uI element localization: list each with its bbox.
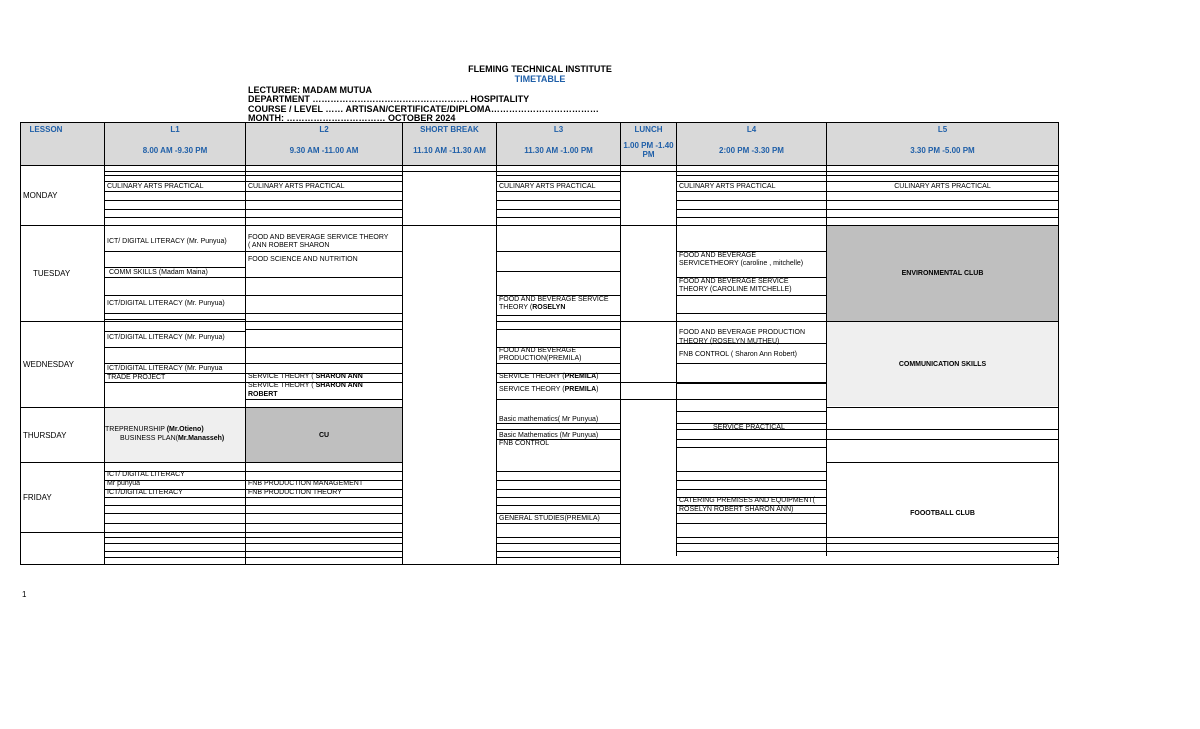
row-line	[677, 489, 826, 490]
monday-l1: CULINARY ARTS PRACTICAL	[107, 183, 204, 190]
thursday-l4: SERVICE PRACTICAL	[713, 424, 785, 431]
row-line	[677, 171, 826, 172]
wednesday-l2-b	[248, 382, 363, 391]
row-line	[497, 557, 620, 558]
row-line	[497, 217, 620, 218]
wednesday-l2-b-text: SERVICE THEORY (	[248, 382, 316, 389]
row-line	[246, 171, 402, 172]
thursday-l1-b-text: BUSINESS PLAN(	[120, 435, 178, 442]
row-line	[827, 171, 1058, 172]
l1-time: 8.00 AM -9.30 PM	[142, 146, 208, 155]
row-line	[246, 277, 402, 278]
row-line	[105, 363, 245, 364]
tuesday-l1-b: COMM SKILLS (Madam Maina)	[109, 269, 208, 276]
day-divider-1	[21, 225, 1058, 226]
tuesday-l4-a2: SERVICETHEORY (caroline , mitchelle)	[679, 260, 804, 267]
document-title: TIMETABLE	[514, 74, 566, 84]
row-line	[246, 295, 402, 296]
communication-skills-cell	[827, 322, 1058, 406]
row-line	[677, 313, 826, 314]
day-divider-3b	[826, 407, 1058, 408]
row-line	[105, 209, 245, 210]
row-line	[246, 537, 402, 538]
row-line	[677, 439, 1058, 440]
row-line	[497, 382, 827, 383]
thursday-l1-a	[105, 426, 204, 435]
row-line	[246, 557, 402, 558]
row-line	[105, 319, 245, 320]
wednesday-l4-a1: FOOD AND BEVERAGE PRODUCTION	[679, 329, 806, 336]
lesson-header: LESSON	[29, 125, 63, 134]
row-line	[105, 171, 245, 172]
row-line	[246, 209, 402, 210]
row-line	[246, 505, 402, 506]
monday-l5: CULINARY ARTS PRACTICAL	[894, 183, 991, 190]
wednesday-l2-b-bold: SHARON ANN	[315, 382, 363, 389]
thursday-l1-b-bold: Mr.Manasseh)	[177, 435, 225, 442]
row-line	[105, 200, 245, 201]
tuesday-l4-b1: FOOD AND BEVERAGE SERVICE	[679, 278, 789, 285]
row-line	[105, 513, 245, 514]
row-line	[246, 329, 402, 330]
tuesday-l2-a2: ( ANN ROBERT SHARON	[248, 242, 330, 249]
l2-time: 9.30 AM -11.00 AM	[289, 146, 359, 155]
wednesday-l2-a-bold: SHARON ANN	[315, 373, 363, 380]
row-line	[105, 181, 245, 182]
wednesday-l2-b2-bold: ROBERT	[248, 391, 278, 398]
cu-text: CU	[318, 431, 330, 439]
day-divider-5a	[21, 532, 402, 533]
timetable-grid	[20, 122, 1059, 565]
lecturer-line: LECTURER: MADAM MUTUA	[248, 85, 372, 95]
wednesday-l4-b: FNB CONTROL ( Sharon Ann Robert)	[679, 351, 798, 358]
friday-l1-a: ICT/ DIGITAL LITERACY	[107, 471, 185, 478]
football-club-text: FOOOTBALL CLUB	[910, 510, 975, 517]
tuesday-l3-a2	[499, 304, 565, 313]
row-line	[677, 181, 826, 182]
row-line	[497, 505, 620, 506]
row-line	[677, 217, 826, 218]
friday-l3: GENERAL STUDIES(PREMILA)	[499, 515, 600, 522]
thursday-l1-b	[120, 435, 224, 444]
row-line	[497, 209, 620, 210]
row-line	[246, 313, 402, 314]
row-line	[677, 551, 826, 552]
row-line	[105, 217, 245, 218]
row-line	[497, 171, 620, 172]
row-line	[677, 363, 826, 364]
thursday-l3-b: Basic Mathematics (Mr Punyua)	[499, 432, 599, 439]
tuesday-l3-a2-bold: ROSELYN	[532, 304, 566, 311]
tuesday-l2-a1: FOOD AND BEVERAGE SERVICE THEORY	[248, 234, 389, 241]
row-line	[105, 523, 245, 524]
tuesday-l1-a: ICT/ DIGITAL LITERACY (Mr. Punyua)	[107, 238, 227, 245]
wednesday-l3-b-end: )	[596, 373, 599, 380]
row-line	[827, 200, 1058, 201]
wednesday-l2-b2	[248, 391, 278, 400]
row-line	[497, 271, 620, 272]
thursday-l3-c: FNB CONTROL	[499, 440, 550, 447]
row-line	[827, 209, 1058, 210]
row-line	[677, 295, 826, 296]
row-line	[246, 523, 402, 524]
row-line	[677, 447, 826, 448]
day-monday: MONDAY	[23, 191, 58, 200]
month-line: MONTH: …………………………… OCTOBER 2024	[248, 113, 456, 123]
friday-l2-b: FNB PRODUCTION THEORY	[248, 489, 342, 496]
row-line	[677, 209, 826, 210]
friday-l2-a: FNB PRODUCTION MANAGEMENT	[248, 480, 364, 487]
wednesday-l3-b-text: SERVICE THEORY (	[499, 373, 565, 380]
row-line	[497, 471, 620, 472]
row-line	[105, 347, 245, 348]
tuesday-l3-a1: FOOD AND BEVERAGE SERVICE	[499, 296, 609, 303]
tuesday-l3-a2-text: THEORY (	[499, 304, 533, 311]
course-line: COURSE / LEVEL …… ARTISAN/CERTIFICATE/DIPLOMA………………………………	[248, 104, 599, 114]
wednesday-l4-a2: THEORY (ROSELYN MUTHEU)	[679, 338, 780, 345]
row-line	[497, 480, 620, 481]
row-line	[105, 295, 245, 296]
day-divider-4b	[826, 462, 1058, 463]
friday-l1-c: ICT/DIGITAL LITERACY	[107, 489, 183, 496]
short-break-header: SHORT BREAK	[420, 125, 479, 134]
short-break-time: 11.10 AM -11.30 AM	[413, 146, 486, 155]
row-line	[677, 523, 826, 524]
row-line	[497, 251, 620, 252]
wednesday-l2-a	[248, 373, 363, 382]
wednesday-l3-b-bold: PREMILA	[564, 373, 597, 380]
row-line	[105, 537, 245, 538]
row-line	[827, 537, 1058, 538]
row-line	[497, 551, 620, 552]
wednesday-l3-b	[499, 373, 598, 382]
day-divider-2b	[496, 321, 1058, 322]
row-line	[677, 175, 826, 176]
row-line	[246, 471, 402, 472]
wednesday-l3-c	[499, 386, 598, 395]
row-line	[246, 251, 402, 252]
row-line	[105, 175, 245, 176]
lower-blank	[621, 556, 1057, 564]
institute-name: FLEMING TECHNICAL INSTITUTE	[468, 64, 612, 74]
communication-skills-text: COMMUNICATION SKILLS	[898, 360, 987, 368]
thursday-l3-a: Basic mathematics( Mr Punyua)	[499, 416, 599, 423]
l4-time: 2:00 PM -3.30 PM	[719, 146, 784, 155]
tuesday-l1-c: ICT/DIGITAL LITERACY (Mr. Punyua)	[107, 300, 225, 307]
row-line	[497, 429, 620, 430]
row-line	[827, 551, 1058, 552]
day-divider-4a	[21, 462, 402, 463]
l5-time: 3.30 PM -5.00 PM	[910, 146, 975, 155]
row-line	[105, 313, 245, 314]
row-line	[105, 543, 245, 544]
friday-l4-a2: ROSELYN ROBERT SHARON ANN)	[679, 506, 794, 513]
department-line: DEPARTMENT ……………………………………………. HOSPITALITY	[248, 94, 530, 104]
environmental-club-cell	[827, 225, 1058, 321]
row-line	[497, 543, 620, 544]
row-line	[246, 347, 402, 348]
row-line	[827, 175, 1058, 176]
row-line	[827, 543, 1058, 544]
row-line	[105, 551, 245, 552]
page-number: 1	[22, 590, 27, 599]
row-line	[497, 497, 620, 498]
wednesday-l1-a: ICT/DIGITAL LITERACY (Mr. Punyua)	[107, 334, 225, 341]
row-line	[677, 537, 826, 538]
col-divider-l3	[620, 123, 621, 564]
row-line	[246, 200, 402, 201]
row-line	[677, 543, 826, 544]
row-line	[677, 411, 826, 412]
row-line	[105, 331, 245, 332]
row-line	[246, 181, 402, 182]
thursday-l1-a-bold: (Mr.Otieno)	[166, 426, 204, 433]
row-line	[497, 329, 620, 330]
monday-l4: CULINARY ARTS PRACTICAL	[679, 183, 776, 190]
row-line	[677, 383, 826, 384]
wednesday-l3-c-bold: PREMILA	[564, 386, 597, 393]
l4-header: L4	[746, 125, 757, 134]
row-line	[246, 513, 402, 514]
row-line	[246, 217, 402, 218]
lunch-header: LUNCH	[634, 125, 663, 134]
lunch-time: 1.00 PM -1.40 PM	[623, 141, 674, 159]
row-line	[246, 551, 402, 552]
row-line	[497, 399, 827, 400]
row-line	[677, 200, 826, 201]
day-friday: FRIDAY	[23, 493, 52, 502]
row-line	[497, 537, 620, 538]
row-line	[497, 175, 620, 176]
row-line	[621, 171, 676, 172]
thursday-l1-a-text: TREPRENURSHIP	[105, 426, 167, 433]
day-wednesday: WEDNESDAY	[23, 360, 74, 369]
row-line	[105, 557, 245, 558]
day-divider-2a	[21, 321, 402, 322]
environmental-club-text: ENVIRONMENTAL CLUB	[901, 269, 984, 277]
monday-l3: CULINARY ARTS PRACTICAL	[499, 183, 596, 190]
row-line	[497, 489, 620, 490]
tuesday-l2-b: FOOD SCIENCE AND NUTRITION	[248, 256, 358, 263]
cu-cell	[246, 408, 402, 462]
row-line	[497, 315, 620, 316]
wednesday-l1-c: TRADE PROJECT	[107, 374, 166, 381]
friday-l4-a1: CATERING PREMISES AND EQUIPMENT(	[679, 497, 815, 504]
row-line	[403, 171, 496, 172]
l2-header: L2	[319, 125, 329, 134]
row-line	[246, 175, 402, 176]
wednesday-l3-c-end: )	[596, 386, 599, 393]
row-line	[105, 267, 245, 268]
tuesday-l4-b2: THEORY (CAROLINE MITCHELLE)	[679, 286, 792, 293]
l3-time: 11.30 AM -1.00 PM	[524, 146, 593, 155]
monday-l2: CULINARY ARTS PRACTICAL	[248, 183, 345, 190]
wednesday-l3-a1: FOOD AND BEVERAGE	[499, 347, 577, 354]
row-line	[677, 480, 826, 481]
row-line	[105, 505, 245, 506]
row-line	[827, 181, 1058, 182]
wednesday-l3-c-text: SERVICE THEORY (	[499, 386, 565, 393]
wednesday-l3-a2: PRODUCTION(PREMILA)	[499, 355, 582, 362]
row-line	[827, 217, 1058, 218]
football-club-cell	[827, 463, 1058, 564]
header-divider	[21, 165, 1058, 166]
day-thursday: THURSDAY	[23, 431, 67, 440]
row-line	[677, 471, 826, 472]
l5-header: L5	[937, 125, 948, 134]
tuesday-l4-a1: FOOD AND BEVERAGE	[679, 252, 757, 259]
row-line	[497, 513, 620, 514]
row-line	[105, 251, 245, 252]
day-divider-3a	[21, 407, 402, 408]
row-line	[246, 543, 402, 544]
row-line	[497, 200, 620, 201]
col-divider-l2	[402, 123, 403, 564]
row-line	[497, 181, 620, 182]
friday-l1-b: Mr punyua	[107, 480, 141, 487]
l1-header: L1	[170, 125, 180, 134]
wednesday-l1-b: ICT/DIGITAL LITERACY (Mr. Punyua	[107, 365, 223, 372]
row-line	[246, 363, 402, 364]
day-tuesday: TUESDAY	[33, 269, 71, 278]
l3-header: L3	[553, 125, 564, 134]
wednesday-l2-a-text: SERVICE THEORY (	[248, 373, 316, 380]
